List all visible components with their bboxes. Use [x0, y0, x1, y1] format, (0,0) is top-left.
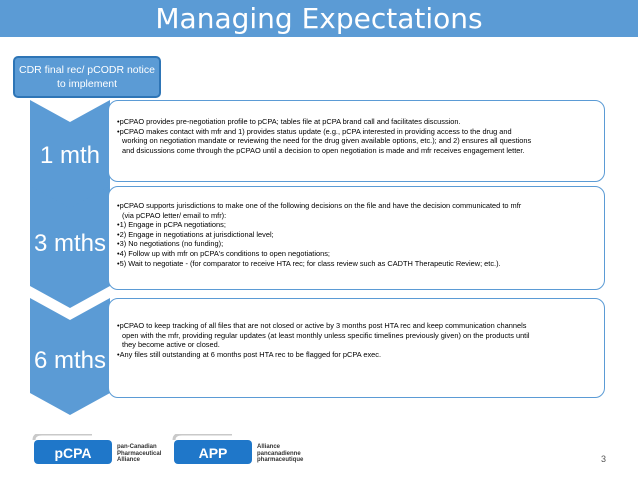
step-3-line: open with the mfr, providing regular updates (at least monthly unless specific timelines previously given) on the products until [122, 330, 530, 340]
step-label-1: 1 mth [39, 142, 101, 169]
pcpa-logo-text [117, 444, 177, 464]
step-1-line: working on negotiation mandate or reviewing the need for the drug given available options, etc.); and 2) ensures all questions [122, 136, 532, 146]
cdr-notice-box: CDR final rec/ pCODR notice to implement [13, 56, 161, 98]
step-label-3: 6 mths [33, 347, 107, 374]
pcpa-text-line: pan-Canadian [117, 444, 157, 450]
app-mark-text: APP [198, 445, 228, 461]
step-2-line: •4) Follow up with mfr on pCPA's conditions to open negotiations; [117, 248, 330, 258]
step-box-2 [108, 186, 605, 290]
step-1-line: and dsicussions come through the pCPAO until a decision to open negotiation is made and mfr receives engagement letter. [122, 145, 525, 155]
step-2-line: •pCPAO supports jurisdictions to make one of the following decisions on the file and have the decision communicated to mfr [117, 201, 522, 210]
step-box-1 [108, 100, 605, 182]
page-number: 3 [600, 454, 606, 464]
step-1-line: •pCPAO provides pre-negotiation profile to pCPA; tables file at pCPA brand call and facilitates discussion. [117, 117, 461, 126]
app-text-line: pharmaceutique [257, 457, 304, 463]
slide-title: Managing Expectations [155, 2, 483, 35]
step-box-3 [108, 298, 605, 398]
app-logo-text [257, 444, 317, 464]
step-3-line: •pCPAO to keep tracking of all files that are not closed or active by 3 months post HTA rec and keep communication channels [117, 321, 527, 330]
step-2-line: •5) Wait to negotiate - (for comparator to receive HTA rec; for class review such as CADTH Therapeutic Review; etc.). [117, 258, 501, 268]
step-2-line: •3) No negotiations (no funding); [117, 239, 224, 249]
step-1-line: •pCPAO makes contact with mfr and 1) provides status update (e.g., pCPA interested in providing access to the drug and [117, 126, 512, 136]
step-3-line: •Any files still outstanding at 6 months post HTA rec to be flagged for pCPA exec. [117, 349, 381, 359]
step-2-line: •2) Engage in negotiations at jurisdictional level; [117, 229, 274, 239]
app-logo-mark-icon [172, 434, 262, 468]
step-2-line: (via pCPAO letter/ email to mfr): [122, 210, 227, 220]
pcpa-mark-text: pCPA [54, 445, 92, 461]
step-2-line: •1) Engage in pCPA negotiations; [117, 220, 226, 230]
app-text-line: Alliance [257, 444, 281, 450]
pcpa-logo-mark-icon [32, 434, 122, 468]
pcpa-text-line: Alliance [117, 457, 141, 463]
step-3-line: they become active or closed. [122, 340, 220, 350]
step-label-2: 3 mths [33, 230, 107, 257]
pcpa-text-line: Pharmaceutical [117, 450, 162, 457]
app-text-line: pancanadienne [257, 450, 301, 457]
